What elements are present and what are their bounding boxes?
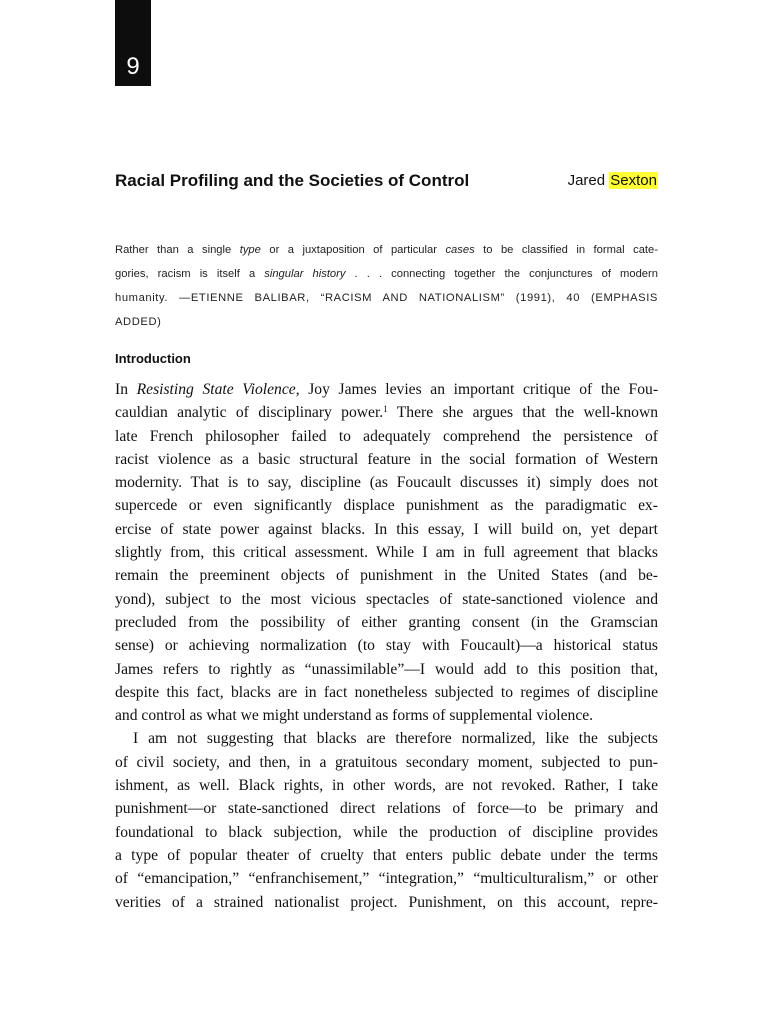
chapter-number-tab [115, 0, 151, 86]
section-heading: Introduction [115, 351, 191, 366]
epigraph-text: to be classified in formal cate- [474, 244, 658, 256]
body-line: sense) or achieving normalization (to stay with Foucault)—a historical status [115, 637, 658, 655]
author-name [568, 170, 658, 192]
epigraph-text: gories, racism is itself a [115, 268, 265, 280]
body-line: and control as what we might understand as forms of supplemental violence. [115, 707, 594, 725]
body-line: ercise of state power against blacks. In this essay, I will build on, yet depart [115, 520, 658, 538]
body-line: a type of popular theater of cruelty that enters public debate under the terms [115, 846, 658, 864]
body-text-run: There she argues that the well-known [387, 404, 659, 422]
body-line: ishment, as well. Black rights, in other words, are not revoked. Rather, I take [115, 777, 658, 795]
author-last-name-highlighted: Sexton [610, 172, 657, 189]
body-line: remain the preeminent objects of punishment in the United States (and be- [115, 567, 658, 585]
author-first-name: Jared [567, 172, 606, 189]
body-line: slightly from, this critical assessment. While I am in full agreement that blacks [115, 544, 658, 562]
body-line: precluded from the possibility of either granting consent (in the Gramscian [115, 613, 658, 631]
body-line: of civil society, and then, in a gratuitous secondary moment, subjected to pun- [115, 753, 658, 771]
body-text-run: In [115, 381, 137, 398]
epigraph-emphasis: singular history [264, 268, 346, 280]
epigraph-text: or a juxtaposition of particular [260, 244, 446, 256]
body-line: verities of a strained nationalist project. Punishment, on this account, repre- [115, 893, 658, 911]
body-line: foundational to black subjection, while the production of discipline provides [115, 823, 658, 841]
epigraph-text: . . . connecting together the conjunctures of modern [345, 268, 658, 280]
epigraph-text: Rather than a single [115, 244, 240, 256]
epigraph-attribution: humanity. —ETIENNE BALIBAR, “RACISM AND NATIONALISM” (1991), 40 (EMPHASIS [115, 292, 658, 304]
body-line [115, 378, 658, 401]
epigraph-emphasis: type [239, 244, 261, 256]
epigraph-line [115, 262, 658, 286]
body-line [115, 401, 658, 424]
chapter-title: Racial Profiling and the Societies of Control [115, 171, 470, 190]
chapter-number: 9 [126, 53, 140, 80]
body-line: James refers to rightly as “unassimilable”—I would add to this position that, [115, 660, 658, 678]
body-line: yond), subject to the most vicious spectacles of state-sanctioned violence and [115, 590, 658, 608]
body-line: modernity. That is to say, discipline (as Foucault discusses it) simply does not [115, 474, 658, 492]
body-line: of “emancipation,” “enfranchisement,” “integration,” “multiculturalism,” or other [115, 870, 658, 888]
epigraph-line [115, 238, 658, 262]
body-line: supercede or even significantly displace punishment as the paradigmatic ex- [115, 497, 658, 515]
body-line: despite this fact, blacks are in fact nonetheless subjected to regimes of discipline [115, 683, 658, 701]
chapter-header [115, 170, 658, 194]
body-line: punishment—or state-sanctioned direct relations of force—to be primary and [115, 800, 658, 818]
epigraph-emphasis: cases [445, 244, 475, 256]
body-text-run: cauldian analytic of disciplinary power. [115, 404, 384, 422]
footnote-marker[interactable]: 1 [383, 404, 388, 415]
body-line: late French philosopher failed to adequately comprehend the persistence of [115, 427, 658, 445]
body-line: racist violence as a basic structural feature in the social formation of Western [115, 450, 658, 468]
body-text [115, 378, 658, 914]
body-line: I am not suggesting that blacks are therefore normalized, like the subjects [133, 730, 658, 748]
body-text-run: , Joy James levies an important critique of the Fou- [295, 381, 659, 398]
epigraph [115, 238, 658, 334]
book-title: Resisting State Violence [136, 381, 296, 398]
epigraph-attribution-end: ADDED) [115, 316, 162, 328]
